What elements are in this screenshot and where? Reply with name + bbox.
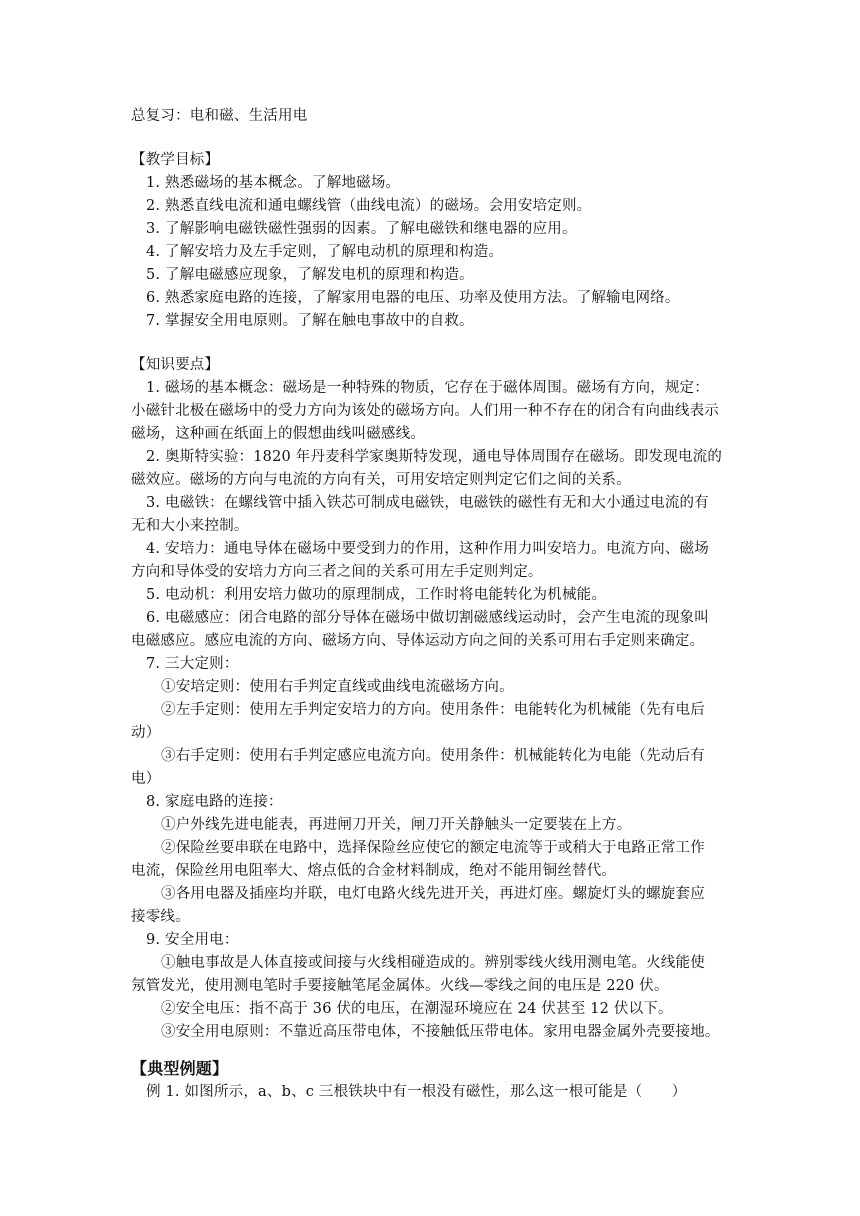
point-line: 接零线。 [131,909,190,925]
goal-item: 6. 熟悉家庭电路的连接，了解家用电器的电压、功率及使用方法。了解输电网络。 [146,290,680,306]
point-line: ①安培定则：使用右手判定直线或曲线电流磁场方向。 [161,679,514,695]
point-line: 9. 安全用电： [146,932,239,948]
point-line: 电） [131,771,161,787]
goal-item: 7. 掌握安全用电原则。了解在触电事故中的自救。 [146,313,474,329]
point-line: 电流，保险丝用电阻率大、熔点低的合金材料制成，绝对不能用铜丝替代。 [131,863,617,879]
point-line: 8. 家庭电路的连接： [146,794,283,810]
point-line: 6. 电磁感应：闭合电路的部分导体在磁场中做切割磁感线运动时，会产生电流的现象叫 [146,610,709,626]
point-line: 4. 安培力：通电导体在磁场中要受到力的作用，这种作用力叫安培力。电流方向、磁场 [146,541,709,557]
goal-item: 1. 熟悉磁场的基本概念。了解地磁场。 [146,175,401,191]
point-line: 磁场，这种画在纸面上的假想曲线叫磁感线。 [131,426,425,442]
goal-item: 3. 了解影响电磁铁磁性强弱的因素。了解电磁铁和继电器的应用。 [146,221,577,237]
goal-item: 5. 了解电磁感应现象，了解发电机的原理和构造。 [146,267,474,283]
point-line: 小磁针北极在磁场中的受力方向为该处的磁场方向。人们用一种不存在的闭合有向曲线表示 [131,403,719,419]
point-line: ②保险丝要串联在电路中，选择保险丝应使它的额定电流等于或稍大于电路正常工作 [161,840,705,856]
section-heading-goals: 【教学目标】 [131,152,220,168]
point-line: 3. 电磁铁：在螺线管中插入铁芯可制成电磁铁，电磁铁的磁性有无和大小通过电流的有 [146,495,709,511]
point-line: 氖管发光，使用测电笔时手要接触笔尾金属体。火线—零线之间的电压是 220 伏。 [131,978,669,994]
point-line: ①户外线先进电能表，再进闸刀开关，闸刀开关静触头一定要装在上方。 [161,817,632,833]
point-line: ③各用电器及插座均并联，电灯电路火线先进开关，再进灯座。螺旋灯头的螺旋套应 [161,886,705,902]
point-line: ①触电事故是人体直接或间接与火线相碰造成的。辨别零线火线用测电笔。火线能使 [161,955,705,971]
doc-title: 总复习：电和磁、生活用电 [131,108,308,124]
point-line: 5. 电动机：利用安培力做功的原理制成，工作时将电能转化为机械能。 [146,587,607,603]
point-line: 7. 三大定则： [146,656,239,672]
point-line: 无和大小来控制。 [131,518,249,534]
section-heading-points: 【知识要点】 [131,357,220,373]
point-line: 方向和导体受的安培力方向三者之间的关系可用左手定则判定。 [131,564,543,580]
point-line: ③右手定则：使用右手判定感应电流方向。使用条件：机械能转化为电能（先动后有 [161,748,705,764]
goal-item: 2. 熟悉直线电流和通电螺线管（曲线电流）的磁场。会用安培定则。 [146,198,592,214]
point-line: 2. 奥斯特实验：1820 年丹麦科学家奥斯特发现，通电导体周围存在磁场。即发现电流的 [146,449,723,465]
example-question: 例 1. 如图所示，a、b、c 三根铁块中有一根没有磁性，那么这一根可能是（ ） [146,1084,687,1100]
point-line: ②安全电压：指不高于 36 伏的电压，在潮湿环境应在 24 伏甚至 12 伏以下。 [161,1001,673,1017]
point-line: 1. 磁场的基本概念：磁场是一种特殊的物质，它存在于磁体周围。磁场有方向，规定： [146,380,709,396]
point-line: 动） [131,725,161,741]
point-line: 磁效应。磁场的方向与电流的方向有关，可用安培定则判定它们之间的关系。 [131,472,631,488]
point-line: ②左手定则：使用左手判定安培力的方向。使用条件：电能转化为机械能（先有电后 [161,702,705,718]
section-heading-examples: 【典型例题】 [131,1059,229,1078]
point-line: ③安全用电原则：不靠近高压带电体，不接触低压带电体。家用电器金属外壳要接地。 [161,1024,720,1040]
point-line: 电磁感应。感应电流的方向、磁场方向、导体运动方向之间的关系可用右手定则来确定。 [131,633,705,649]
goal-item: 4. 了解安培力及左手定则，了解电动机的原理和构造。 [146,244,504,260]
